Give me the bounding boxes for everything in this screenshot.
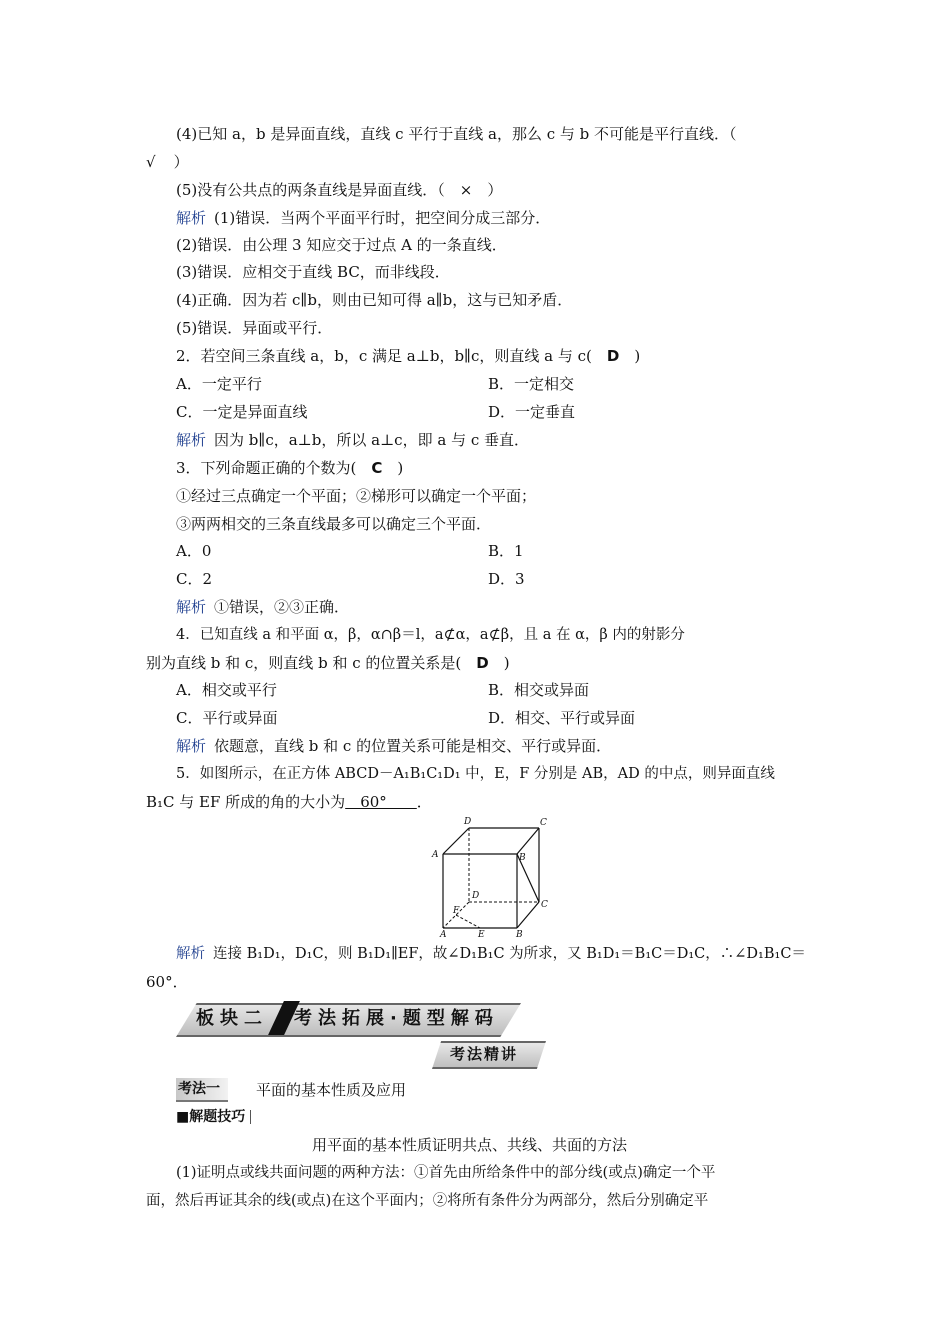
- analysis-cont: 60°．: [146, 973, 188, 991]
- paragraph: 面，然后再证其余的线(或点)在这个平面内；②将所有条件分为两部分，然后分别确定平: [146, 1193, 709, 1209]
- text-line: (4)已知 a，b 是异面直线，直线 c 平行于直线 a，那么 c 与 b 不可能是平行直线．（: [176, 125, 737, 143]
- paren: ): [619, 347, 641, 365]
- text-line: (5)没有公共点的两条直线是异面直线．（ × ）: [176, 181, 503, 199]
- answer: D: [476, 654, 489, 672]
- period: ．: [416, 793, 432, 811]
- method-label: 考法一: [178, 1081, 220, 1097]
- text-line: [146, 152, 189, 172]
- statement: ③两两相交的三条直线最多可以确定三个平面．: [176, 515, 492, 533]
- option-a: A．相交或平行: [176, 681, 277, 699]
- option-d: D．3: [488, 570, 525, 588]
- option-c: C．平行或异面: [176, 709, 278, 727]
- analysis-text: 连接 B₁D₁，D₁C，则 B₁D₁∥EF，故∠D₁B₁C 为所求，又 B₁D₁＝B₁C＝D₁C，∴∠D₁B₁C＝: [213, 946, 806, 962]
- option-d: D．一定垂直: [488, 403, 576, 421]
- method-heading: 用平面的基本性质证明共点、共线、共面的方法: [312, 1136, 628, 1154]
- label-e: E: [478, 930, 485, 937]
- analysis-label: 解析: [176, 209, 207, 227]
- option-a: A．0: [176, 542, 212, 560]
- analysis: [176, 944, 806, 964]
- label-d1: D: [464, 817, 472, 827]
- paren: ）: [173, 153, 189, 171]
- analysis-label: 解析: [176, 598, 207, 616]
- question-4: 4．已知直线 a 和平面 α，β，α∩β＝l，a⊄α，a⊄β，且 a 在 α，β 内的射影分: [176, 627, 685, 643]
- option-a: A．一定平行: [176, 375, 262, 393]
- answer: D: [606, 347, 620, 365]
- method-title: 平面的基本性质及应用: [256, 1081, 407, 1099]
- analysis: [176, 597, 349, 617]
- question-text: 2．若空间三条直线 a，b，c 满足 a⊥b，b∥c，则直线 a 与 c(: [176, 347, 607, 365]
- paren: ): [488, 654, 510, 672]
- question-5: 5．如图所示，在正方体 ABCD－A₁B₁C₁D₁ 中，E，F 分别是 AB，AD 的中点，则异面直线: [176, 766, 775, 782]
- paren: ): [382, 459, 404, 477]
- label-a1: A: [432, 850, 439, 860]
- label-d: D: [472, 891, 480, 901]
- label-b: B: [516, 930, 523, 937]
- text-line: (2)错误．由公理 3 知应交于过点 A 的一条直线．: [176, 236, 507, 254]
- text-line: [176, 208, 550, 228]
- text-line: (4)正确．因为若 c∥b，则由已知可得 a∥b，这与已知矛盾．: [176, 291, 573, 309]
- question-text: 3．下列命题正确的个数为(: [176, 459, 372, 477]
- sub-banner-text: 考法精讲: [450, 1045, 519, 1063]
- analysis: [176, 430, 529, 450]
- question-2: [176, 346, 640, 366]
- check-mark: √: [146, 153, 156, 171]
- analysis: [176, 736, 611, 756]
- option-c: C．2: [176, 570, 213, 588]
- answer: C: [371, 459, 383, 477]
- analysis-text: 因为 b∥c，a⊥b，所以 a⊥c，即 a 与 c 垂直．: [214, 431, 530, 449]
- section-banner-text: [196, 1006, 499, 1032]
- analysis-label: 解析: [176, 946, 205, 962]
- question-text: B₁C 与 EF 所成的角的大小为: [146, 793, 346, 811]
- label-b1: B: [519, 853, 526, 863]
- label-a: A: [440, 930, 447, 937]
- cube-figure: [425, 812, 555, 937]
- paragraph: (1)证明点或线共面问题的两种方法：①首先由所给条件中的部分线(或点)确定一个平: [176, 1165, 716, 1181]
- text-line: (5)错误．异面或平行．: [176, 319, 333, 337]
- option-c: C．一定是异面直线: [176, 403, 308, 421]
- option-b: B．一定相交: [488, 375, 575, 393]
- statement: ①经过三点确定一个平面；②梯形可以确定一个平面；: [176, 487, 537, 505]
- analysis-text: 依题意，直线 b 和 c 的位置关系可能是相交、平行或异面．: [214, 737, 612, 755]
- label-f: F: [453, 906, 460, 916]
- banner-title: 考法拓展·题型解码: [294, 1008, 499, 1029]
- tips-label: ■解题技巧: [176, 1109, 246, 1125]
- question-3: [176, 458, 403, 478]
- question-4-cont: [146, 653, 510, 673]
- analysis-text: (1)错误．当两个平面平行时，把空间分成三部分．: [214, 209, 551, 227]
- label-c: C: [541, 900, 548, 910]
- analysis-label: 解析: [176, 737, 207, 755]
- analysis-label: 解析: [176, 431, 207, 449]
- banner-part: 板块二: [196, 1008, 268, 1029]
- question-5-cont: [146, 792, 432, 812]
- option-d: D．相交、平行或异面: [488, 709, 636, 727]
- text-line: (3)错误．应相交于直线 BC，而非线段．: [176, 263, 450, 281]
- option-b: B．相交或异面: [488, 681, 590, 699]
- question-text: 别为直线 b 和 c，则直线 b 和 c 的位置关系是(: [146, 654, 477, 672]
- analysis-text: ①错误，②③正确．: [214, 598, 350, 616]
- option-b: B．1: [488, 542, 524, 560]
- answer-blank: 60°: [345, 793, 417, 811]
- label-c1: C: [540, 818, 547, 828]
